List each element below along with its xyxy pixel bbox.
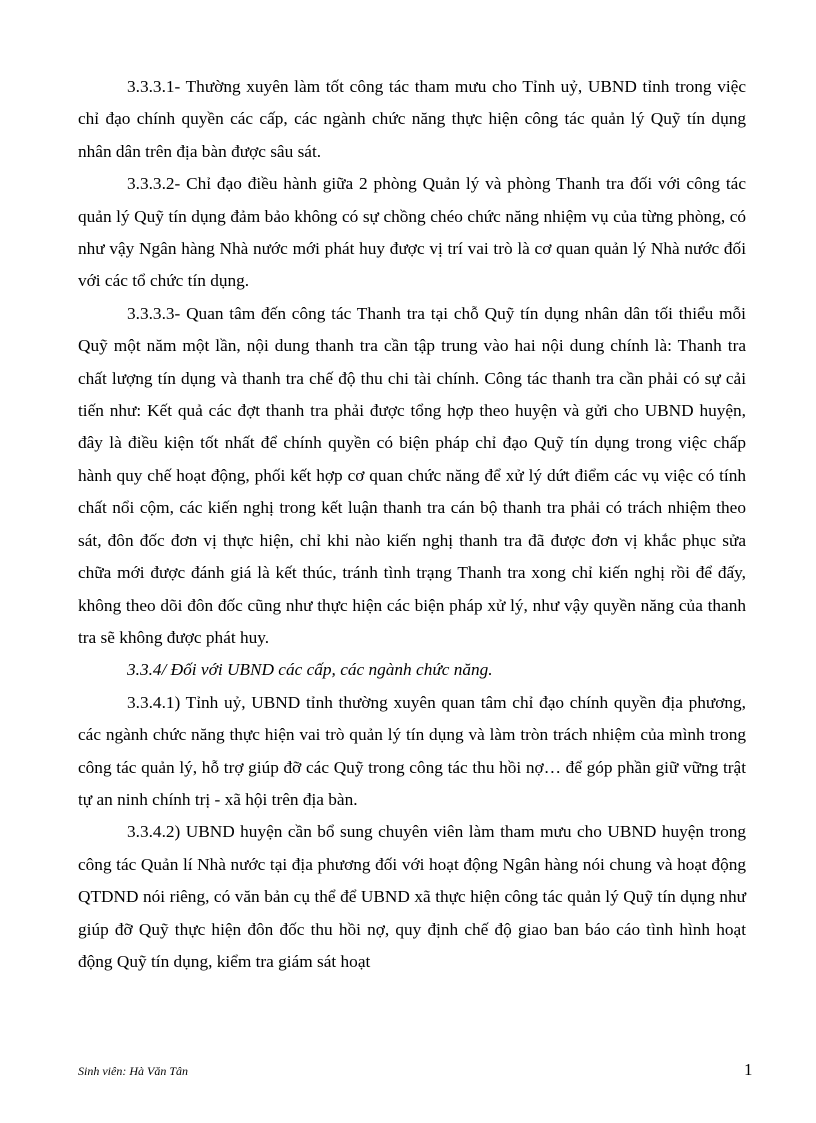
paragraph-3-3-4-1: 3.3.4.1) Tỉnh uỷ, UBND tỉnh thường xuyên quan tâm chỉ đạo chính quyền địa phương, các ngành chức năng thực hiện vai trò quản lý tín dụng và làm tròn trách nhiệm của mình trong công tác quản lý, hỗ trợ giúp đỡ các Quỹ trong công tác thu hồi nợ… để góp phần giữ vững trật tự an ninh chính trị - xã hội trên địa bàn. — [78, 692, 746, 809]
document-body — [78, 71, 746, 978]
section-heading-3-3-4: 3.3.4/ Đối với UBND các cấp, các ngành chức năng. — [127, 660, 493, 680]
paragraph-3-3-3-1: 3.3.3.1- Thường xuyên làm tốt công tác tham mưu cho Tỉnh uỷ, UBND tỉnh trong việc chỉ đạo chính quyền các cấp, các ngành chức năng thực hiện công tác quản lý Quỹ tín dụng nhân dân trên địa bàn được sâu sát. — [78, 77, 746, 161]
paragraph-3-3-4-2: 3.3.4.2) UBND huyện cần bổ sung chuyên viên làm tham mưu cho UBND huyện trong công tác Quản lí Nhà nước tại địa phương đối với hoạt động Ngân hàng nói chung và hoạt động QTDND nói riêng, có văn bản cụ thể để UBND xã thực hiện công tác quản lý Quỹ tín dụng như giúp đỡ Quỹ thực hiện đôn đốc thu hồi nợ, quy định chế độ giao ban báo cáo tình hình hoạt động Quỹ tín dụng, kiểm tra giám sát hoạt — [78, 822, 746, 971]
footer-student-name: Sinh viên: Hà Văn Tân — [78, 1064, 188, 1078]
page-number: 1 — [744, 1060, 753, 1079]
paragraph-3-3-3-2: 3.3.3.2- Chỉ đạo điều hành giữa 2 phòng Quản lý và phòng Thanh tra đối với công tác quản lý Quỹ tín dụng đảm bảo không có sự chồng chéo chức năng nhiệm vụ của từng phòng, có như vậy Ngân hàng Nhà nước mới phát huy được vị trí vai trò là cơ quan quản lý Nhà nước đối với các tổ chức tín dụng. — [78, 174, 746, 291]
paragraph-3-3-3-3: 3.3.3.3- Quan tâm đến công tác Thanh tra tại chỗ Quỹ tín dụng nhân dân tối thiểu mỗi Quỹ một năm một lần, nội dung thanh tra cần tập trung vào hai nội dung chính là: Thanh tra chất lượng tín dụng và thanh tra chế độ thu chi tài chính. Công tác thanh tra cần phải có sự cải tiến như: Kết quả các đợt thanh tra phải được tổng hợp theo huyện và gửi cho UBND huyện, đây là điều kiện tốt nhất để chính quyền có biện pháp chỉ đạo Quỹ tín dụng trong việc chấp hành quy chế hoạt động, phối kết hợp cơ quan chức năng để xử lý dứt điểm các vụ việc có tính chất nổi cộm, các kiến nghị trong kết luận thanh tra cán bộ thanh tra phải có trách nhiệm theo sát, đôn đốc đơn vị thực hiện, chỉ khi nào kiến nghị thanh tra đã được đơn vị khắc phục sửa chữa mới được đánh giá là kết thúc, tránh tình trạng Thanh tra xong chỉ kiến nghị rồi để đấy, không theo dõi đôn đốc cũng như thực hiện các biện pháp xử lý, như vậy quyền năng của thanh tra sẽ không được phát huy. — [78, 303, 746, 647]
